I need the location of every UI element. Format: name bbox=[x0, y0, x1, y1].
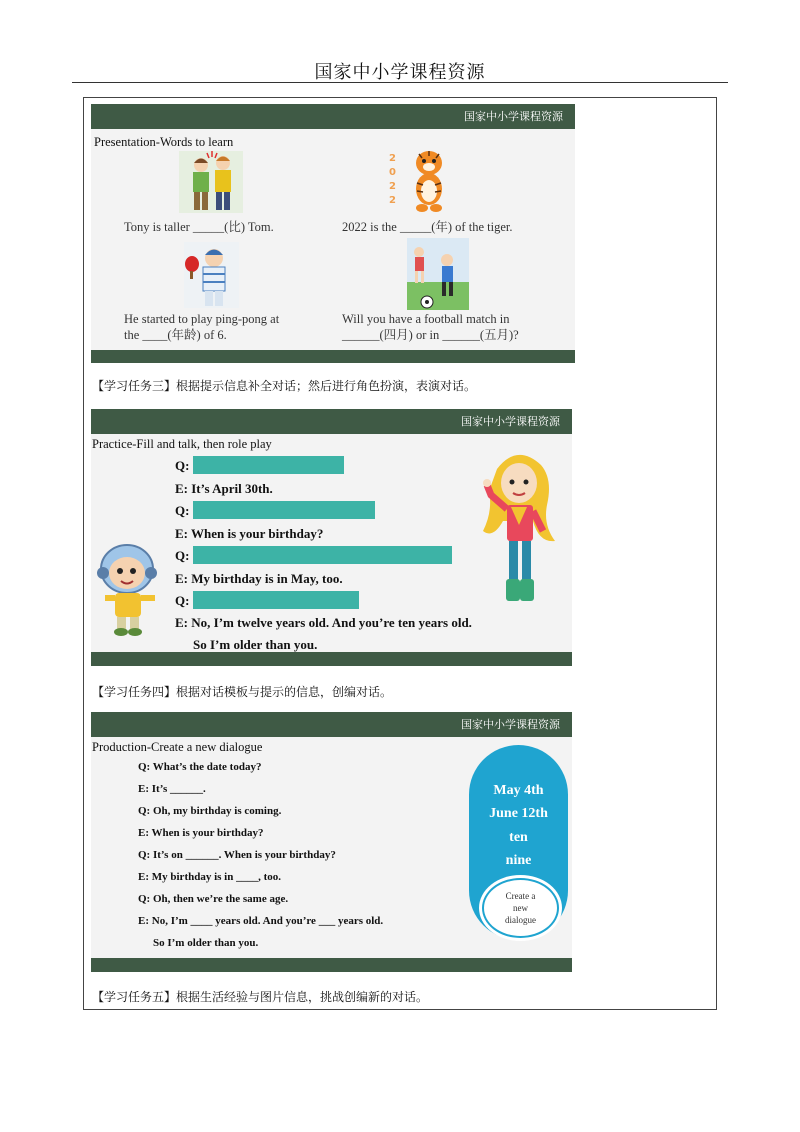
answer-blank bbox=[193, 456, 344, 474]
caption-month-line2: ______(四月) or in ______(五月)? bbox=[342, 328, 519, 342]
football-match-illustration bbox=[407, 238, 469, 310]
dialogue-template-line: E: My birthday is in ____, too. bbox=[138, 871, 282, 883]
slide-brand-label: 国家中小学课程资源 bbox=[464, 110, 563, 123]
bubble-line: new bbox=[513, 903, 528, 913]
caption-year: 2022 is the _____(年) of the tiger. bbox=[342, 220, 513, 234]
dialogue-line: E: No, I’m twelve years old. And you’re ten years old. bbox=[175, 615, 472, 630]
dialogue-line: E: It’s April 30th. bbox=[175, 481, 273, 496]
question-label: Q: bbox=[175, 503, 190, 518]
dialogue-line: E: My birthday is in May, too. bbox=[175, 571, 343, 586]
slide-words-to-learn bbox=[91, 104, 575, 363]
slide-bottom-bar bbox=[91, 652, 572, 666]
dialogue-template-line: Q: Oh, my birthday is coming. bbox=[138, 805, 282, 817]
question-label: Q: bbox=[175, 548, 190, 563]
slide-top-bar bbox=[91, 409, 572, 434]
caption-age-line2: the ____(年龄) of 6. bbox=[124, 328, 227, 342]
caption-taller: Tony is taller _____(比) Tom. bbox=[124, 220, 274, 234]
task-five-instruction: 【学习任务五】根据生活经验与图片信息，挑战创编新的对话。 bbox=[92, 990, 429, 1004]
slide-title: Practice-Fill and talk, then role play bbox=[92, 437, 272, 451]
answer-blank bbox=[193, 546, 452, 564]
year-digit: 2 bbox=[389, 195, 396, 206]
slide-top-bar bbox=[91, 104, 575, 129]
ping-pong-boy-illustration bbox=[184, 242, 239, 308]
word-bank-panel bbox=[469, 745, 568, 940]
caption-age-line1: He started to play ping-pong at bbox=[124, 312, 280, 326]
dialogue-template-line: Q: It’s on ______. When is your birthday? bbox=[138, 849, 336, 861]
year-digit: 2 bbox=[389, 181, 396, 192]
slide-bottom-bar bbox=[91, 350, 575, 363]
astronaut-boy-illustration bbox=[95, 539, 165, 639]
word-bank-item: nine bbox=[505, 853, 532, 868]
task-four-instruction: 【学习任务四】根据对话模板与提示的信息，创编对话。 bbox=[92, 685, 393, 699]
slide-production-new-dialogue bbox=[91, 712, 572, 972]
dialogue-template-line: E: When is your birthday? bbox=[138, 827, 264, 839]
answer-blank bbox=[193, 501, 375, 519]
year-digit: 2 bbox=[389, 153, 396, 164]
year-digits bbox=[389, 152, 401, 208]
bubble-line: Create a bbox=[505, 891, 536, 901]
caption-month-line1: Will you have a football match in bbox=[342, 312, 510, 326]
slide-top-bar bbox=[91, 712, 572, 737]
bubble-line: dialogue bbox=[505, 915, 536, 925]
dialogue-template-line: E: No, I’m ____ years old. And you’re ___ years old. bbox=[138, 915, 384, 927]
dialogue-template-line: Q: What’s the date today? bbox=[138, 761, 262, 773]
header-divider bbox=[72, 82, 728, 83]
slide-brand-label: 国家中小学课程资源 bbox=[461, 718, 560, 731]
slide-bottom-bar bbox=[91, 958, 572, 972]
page-header-title: 国家中小学课程资源 bbox=[314, 62, 486, 83]
dialogue-template-line: So I’m older than you. bbox=[153, 937, 259, 949]
word-bank-item: May 4th bbox=[493, 783, 544, 798]
question-label: Q: bbox=[175, 593, 190, 608]
dialogue-template-line: Q: Oh, then we’re the same age. bbox=[138, 893, 289, 905]
year-digit: 0 bbox=[389, 167, 396, 178]
slide-title: Production-Create a new dialogue bbox=[92, 740, 263, 754]
slide-brand-label: 国家中小学课程资源 bbox=[461, 415, 560, 428]
bubble-text bbox=[484, 890, 557, 926]
slide-title: Presentation-Words to learn bbox=[94, 135, 234, 149]
word-bank-item: ten bbox=[509, 830, 528, 845]
question-label: Q: bbox=[175, 458, 190, 473]
word-bank-item: June 12th bbox=[489, 806, 548, 821]
answer-blank bbox=[193, 591, 359, 609]
dialogue-template-line: E: It’s ______. bbox=[138, 783, 206, 795]
dialogue-line: E: When is your birthday? bbox=[175, 526, 324, 541]
blonde-girl-illustration bbox=[473, 449, 563, 609]
task-three-instruction: 【学习任务三】根据提示信息补全对话；然后进行角色扮演，表演对话。 bbox=[92, 379, 477, 393]
tiger-illustration bbox=[409, 149, 449, 213]
slide-practice-fill-and-talk bbox=[91, 409, 572, 666]
two-boys-illustration bbox=[179, 151, 243, 213]
create-dialogue-bubble bbox=[482, 878, 559, 938]
dialogue-line: So I’m older than you. bbox=[193, 637, 318, 652]
